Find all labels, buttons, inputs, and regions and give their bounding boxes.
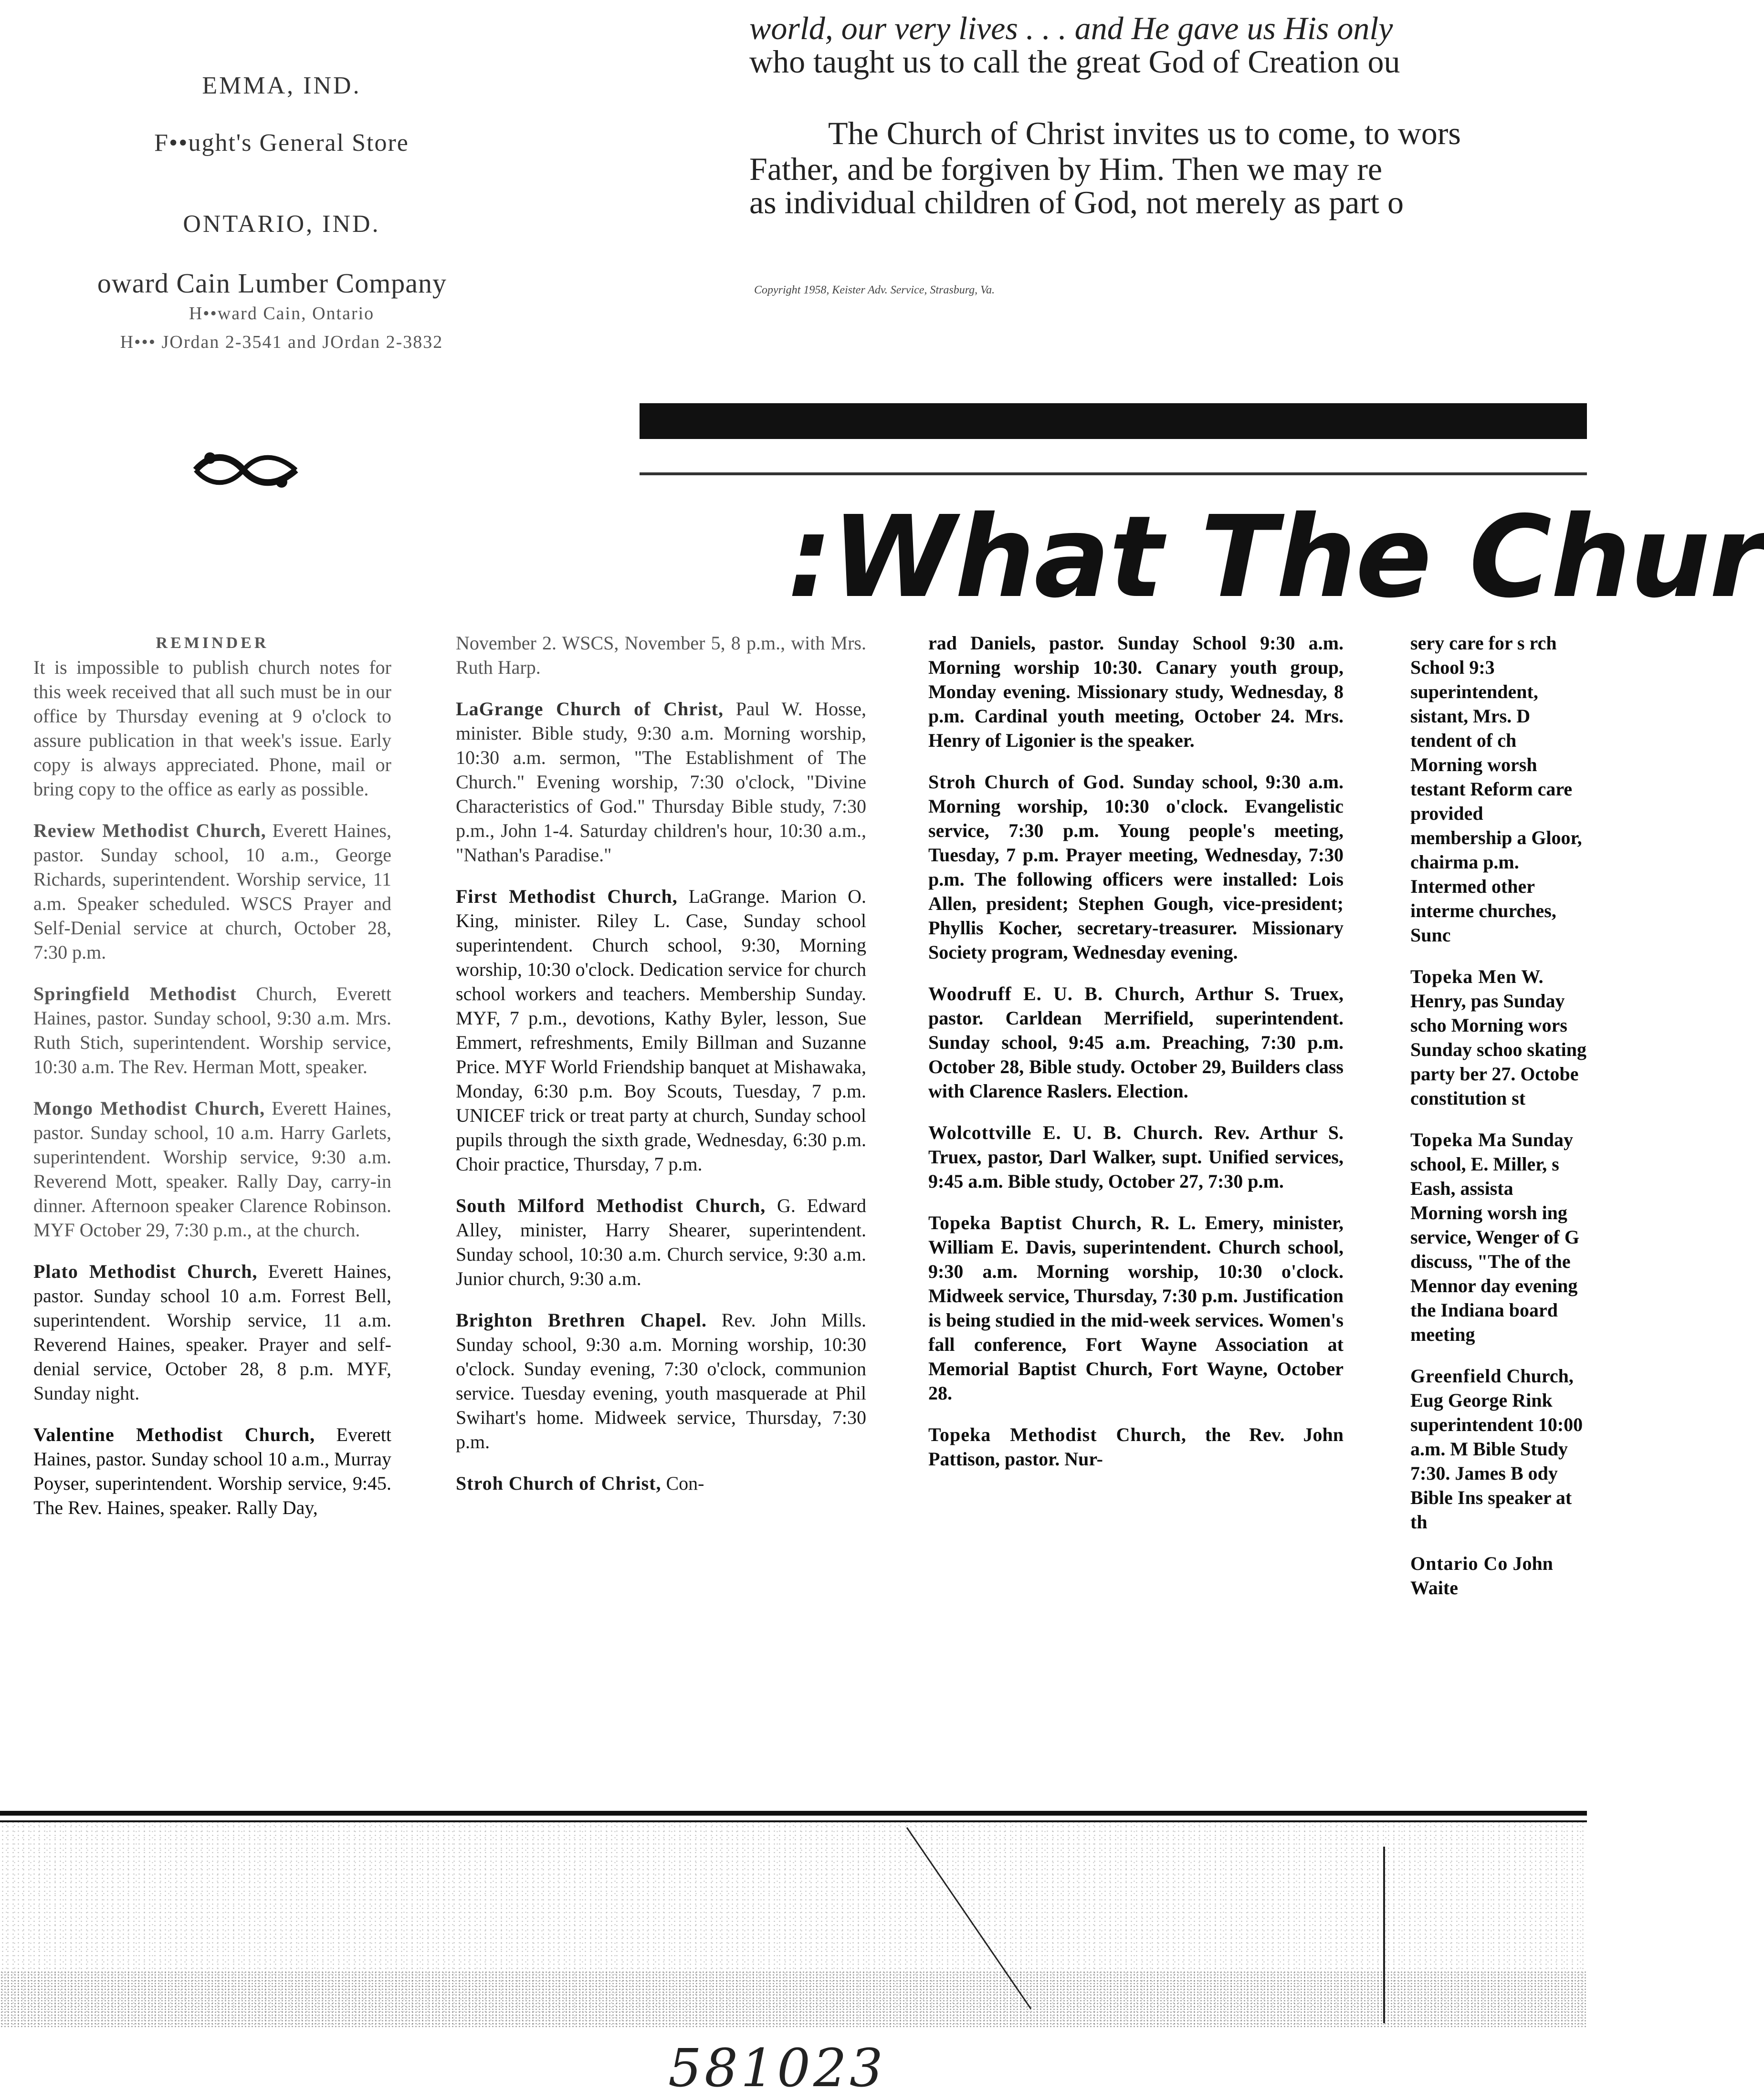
church-entry [928,770,1344,964]
entry-title: Stroh Church of Christ, [456,1473,662,1494]
quote-line: world, our very lives . . . and He gave us His only [749,10,1393,46]
entry-title: Review Methodist Church, [33,820,266,841]
church-entry [33,1096,391,1242]
entry-title: Mongo Methodist Church, [33,1097,265,1119]
entry-body: Sunday school, E. Miller, s Eash, assista Morning worsh ing service, Wenger of G discuss, "The of the Mennor day evening the Indiana board meeting [1410,1129,1579,1345]
entry-body: Sunday school, 9:30 a.m. Morning worship, 10:30 o'clock. Evangelistic service, 7:30 p.m. Young people's meeting, Tuesday, 7 p.m. Prayer meeting, Wednesday, 7:30 p.m. The following officers were installed: Lois Allen, president; Stephen Gough, vice-president; Phyllis Kocher, secretary-treasurer. Missionary Society program, Wednesday evening. [928,771,1344,963]
ad-lumber-phones: H••• JOrdan 2-3541 and JOrdan 2-3832 [120,332,443,352]
entry-title: Ontario Co [1410,1553,1508,1574]
entry-body: Paul W. Hosse, minister. Bible study, 9:30 a.m. Morning worship, 10:30 a.m. sermon, "The Establishment of The Church." Evening worship, 7:30 o'clock, "Divine Characteristics of God." Thursday Bible study, 7:30 p.m., John 1-4. Saturday children's hour, 10:30 a.m., "Nathan's Paradise." [456,698,867,866]
church-entry [33,1422,391,1520]
entry-body: sery care for s rch School 9:3 superintendent, sistant, Mrs. D tendent of ch Morning worsh testant Reform care provided membership a Gloor, chairma p.m. Intermed other interme churches, Sunc [1410,632,1582,946]
church-entry [456,884,866,1176]
church-entry [33,1259,391,1405]
entry-body: Arthur S. Truex, pastor. Carldean Merrifield, superintendent. Sunday school, 9:45 a.m. Preaching, 7:30 p.m. October 28, Bible study. October 29, Builders class with Clarence Raslers. Election. [928,983,1344,1102]
entry-title: Greenfield [1410,1365,1502,1387]
entry-body: Church, Eug George Rink superintendent 10:00 a.m. M Bible Study 7:30. James B ody Bible Ins speaker at th [1410,1365,1583,1533]
quote-line: Father, and be forgiven by Him. Then we may re [749,151,1383,187]
quote-line: who taught us to call the great God of Creation ou [749,43,1400,80]
entry-body: rad Daniels, pastor. Sunday School 9:30 a.m. Morning worship 10:30. Canary youth group, Monday evening. Missionary study, Wednesday, 8 p.m. Cardinal youth meeting, October 24. Mrs. Henry of Ligonier is the speaker. [928,632,1344,751]
entry-body: W. Henry, pas Sunday scho Morning wors Sunday schoo skating party ber 27. Octobe constitution st [1410,966,1587,1109]
bottom-rule [0,1811,1587,1816]
church-entry [1410,1364,1587,1534]
entry-body: Everett Haines, pastor. Sunday school, 10 a.m., George Richards, superintendent. Worship service, 11 a.m. Speaker scheduled. WSCS Prayer and Self-Denial service at church, October 28, 7:30 p.m. [33,820,391,963]
entry-body: John Waite [1410,1553,1553,1599]
banner-quote [749,10,1587,229]
entry-body: G. Edward Alley, minister, Harry Shearer, superintendent. Sunday school, 10:30 a.m. Church service, 9:30 a.m. Junior church, 9:30 a.m. [456,1195,867,1289]
entry-body: Con- [666,1473,704,1494]
church-entry [456,631,866,679]
church-entry [33,818,391,964]
crease-lines [907,1828,1432,2028]
church-entry [33,982,391,1079]
church-entry [928,982,1344,1103]
entry-title: Brighton Brethren Chapel. [456,1309,707,1331]
entry-title: REMINDER [156,634,269,652]
entry-body: R. L. Emery, minister, William E. Davis, superintendent. Church school, 9:30 a.m. Morning worship, 10:30 o'clock. Midweek service, Thursday, 7:30 p.m. Justification is being studied in the mid-week services. Women's fall conference, Fort Wayne Association at Memorial Baptist Church, Fort Wayne, October 28. [928,1212,1344,1404]
church-entry [928,1422,1344,1471]
church-entry [33,631,391,801]
column-2 [456,631,866,1795]
entry-title: Plato Methodist Church, [33,1261,258,1282]
headline: :What The Chur [788,491,1764,623]
entry-title: Valentine Methodist Church, [33,1424,315,1445]
entry-body: the Rev. John Pattison, pastor. Nur- [928,1424,1344,1470]
church-entry [1410,631,1587,947]
ad-lumber-sub: H••ward Cain, Ontario [189,303,375,324]
banner-copyright: Copyright 1958, Keister Adv. Service, Strasburg, Va. [754,284,995,296]
quote-line: The Church of Christ invites us to come, to wors [828,115,1461,151]
church-entry [1410,964,1587,1110]
entry-title: Topeka Methodist Church, [928,1424,1186,1445]
entry-title: Topeka Men [1410,966,1517,987]
church-entry [1410,1551,1587,1600]
church-entry [456,1308,866,1454]
entry-title: Stroh Church of God. [928,771,1125,793]
entry-body: Everett Haines, pastor. Sunday school 10 a.m. Forrest Bell, superintendent. Worship service, 11 a.m. Reverend Haines, speaker. Prayer and self-denial service, October 28, 8 p.m. MYF, Sunday night. [33,1261,392,1404]
entry-title: LaGrange Church of Christ, [456,698,724,720]
ad-emma-heading: EMMA, IND. [202,72,361,99]
entry-body: Rev. John Mills. Sunday school, 9:30 a.m. Morning worship, 10:30 o'clock. Sunday evening, 7:30 o'clock, communion service. Tuesday evening, youth masquerade at Phil Swihart's home. Midweek service, Thursday, 7:30 p.m. [456,1309,867,1452]
entry-title: Woodruff E. U. B. Church, [928,983,1185,1004]
church-entry [456,697,866,867]
ornament-knot-icon [191,444,301,496]
ad-lumber-name: oward Cain Lumber Company [97,268,447,299]
entry-title: First Methodist Church, [456,886,678,907]
entry-title: Topeka Ma [1410,1129,1507,1150]
entry-body: It is impossible to publish church notes for this week received that all such must be in our office by Thursday evening at 9 o'clock to assure publication in that week's issue. Early copy is always appreciated. Phone, mail or bring copy to the office as early as possible. [33,657,391,800]
entry-title: Springfield Methodist [33,983,237,1004]
entry-body: Everett Haines, pastor. Sunday school, 10 a.m. Harry Garlets, superintendent. Worship service, 9:30 a.m. Reverend Mott, speaker. Rally Day, carry-in dinner. Afternoon speaker Clarence Robinson. MYF October 29, 7:30 p.m., at the church. [33,1097,392,1241]
church-entry [928,631,1344,752]
entry-body: Rev. Arthur S. Truex, pastor, Darl Walker, supt. Unified services, 9:45 a.m. Bible study, October 27, 7:30 p.m. [928,1122,1344,1192]
ad-ontario-heading: ONTARIO, IND. [183,210,380,238]
quote-line: as individual children of God, not merely as part o [749,184,1404,220]
entry-body: Church, Everett Haines, pastor. Sunday school, 9:30 a.m. Mrs. Ruth Stich, superintendent. Worship service, 10:30 a.m. The Rev. Herman Mott, speaker. [33,983,391,1077]
entry-body: Everett Haines, pastor. Sunday school 10 a.m., Murray Poyser, superintendent. Worship service, 9:45. The Rev. Haines, speaker. Rally Day, [33,1424,392,1518]
column-1 [33,631,391,1795]
entry-title: South Milford Methodist Church, [456,1195,766,1216]
thin-rule [640,472,1587,475]
heavy-rule [640,403,1587,439]
handwritten-number: 581023 [668,2037,886,2099]
entry-title: Topeka Baptist Church, [928,1212,1142,1233]
ad-emma-store: F••ught's General Store [154,129,409,157]
church-entry [928,1211,1344,1405]
church-entry [928,1120,1344,1193]
church-entry [1410,1128,1587,1347]
column-3 [928,631,1344,1795]
church-entry [456,1471,866,1495]
entry-body: November 2. WSCS, November 5, 8 p.m., with Mrs. Ruth Harp. [456,632,866,678]
entry-body: LaGrange. Marion O. King, minister. Riley L. Case, Sunday school superintendent. Church school, 9:30, Morning worship, 10:30 o'clock. Dedication service for church school workers and teachers. Membership Sunday. MYF, 7 p.m., devotions, Kathy Byler, lesson, Sue Emmert, refreshments, Emily Billman and Suzanne Price. MYF World Friendship banquet at Mishawaka, Monday, 6:30 p.m. Boy Scouts, Tuesday, 7 p.m. UNICEF trick or treat party at church, Sunday school pupils through the sixth grade, Wednesday, 6:30 p.m. Choir practice, Thursday, 7 p.m. [456,886,866,1175]
church-entry [456,1193,866,1291]
column-4 [1410,631,1587,1795]
entry-title: Wolcottville E. U. B. Church. [928,1122,1204,1143]
